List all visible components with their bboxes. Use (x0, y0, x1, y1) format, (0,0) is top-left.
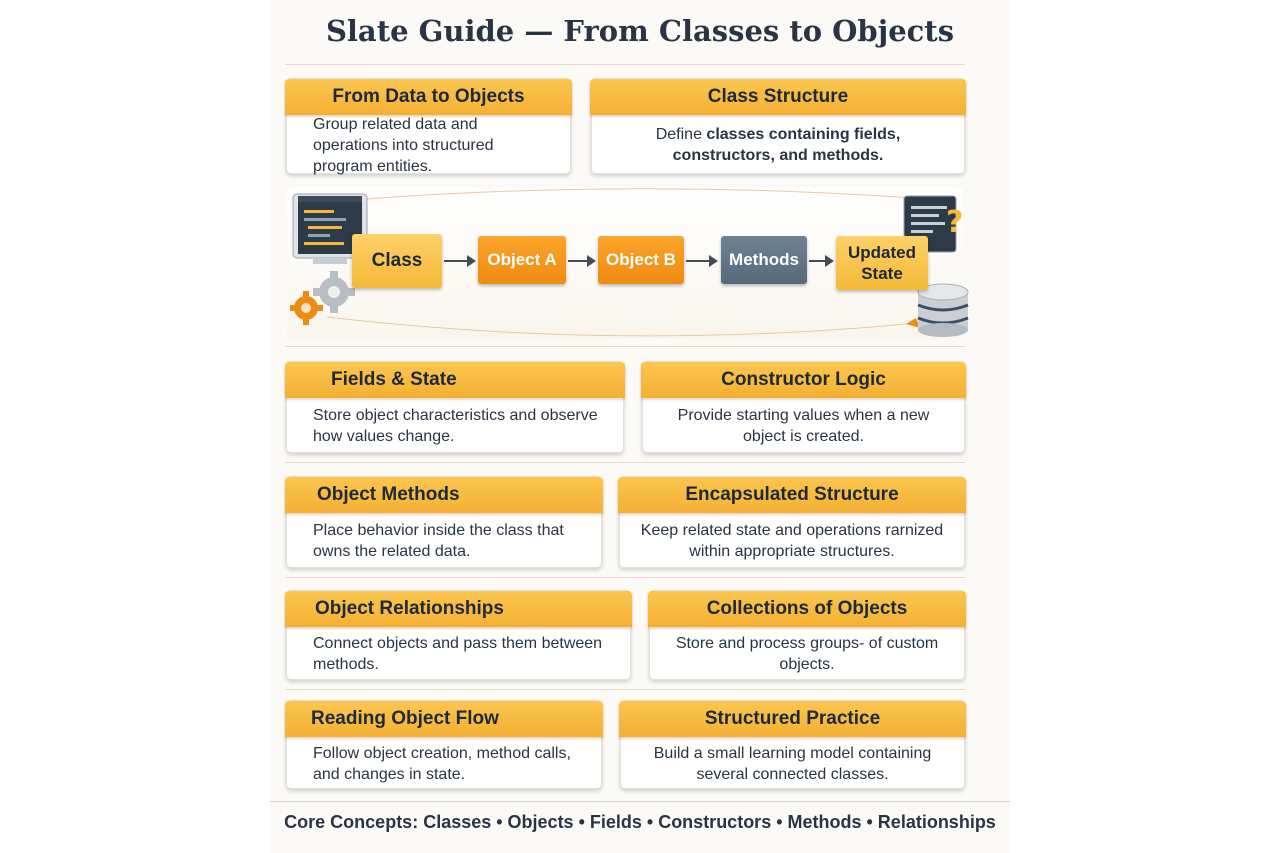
card-fields-and-state (286, 361, 624, 453)
card-text: Group related data and operations into structured program entities. (313, 115, 494, 175)
card-title: Constructor Logic (641, 362, 966, 398)
card-text: Follow object creation, method calls, and changes in state. (313, 744, 571, 783)
card-text (606, 123, 950, 167)
svg-text:?: ? (946, 205, 964, 240)
card-text: Connect objects and pass them between methods. (313, 635, 603, 673)
flow-node-object-a: Object A (478, 236, 566, 284)
flow-node-updated-state: Updated State (836, 236, 928, 290)
card-collections-of-objects (649, 590, 965, 680)
card-title: Object Relationships (285, 591, 632, 627)
card-object-methods (286, 476, 602, 568)
card-text: Store and process groups- of custom objects. (675, 635, 939, 673)
card-title: Object Methods (285, 477, 603, 513)
core-concepts-footer: Core Concepts: Classes • Objects • Fields • Constructors • Methods • Relationships (284, 812, 996, 832)
divider (285, 64, 965, 65)
flow-node-class: Class (352, 234, 442, 288)
card-title: Collections of Objects (648, 591, 966, 627)
divider (285, 346, 965, 347)
flow-arrow (809, 260, 832, 262)
card-title: Structured Practice (619, 701, 966, 737)
flow-arrow (444, 260, 474, 262)
divider (270, 801, 1010, 802)
card-text: Store object characteristics and observe how values change. (313, 407, 598, 445)
card-from-data-to-objects (286, 78, 571, 174)
card-title: Class Structure (590, 79, 966, 115)
card-text: Keep related state and operations rarnized within appropriate structures. (640, 522, 944, 560)
divider (285, 577, 965, 578)
card-structured-practice (620, 700, 965, 789)
gear-icon (290, 266, 358, 326)
flow-node-methods: Methods (721, 236, 807, 284)
card-title: Encapsulated Structure (618, 477, 966, 513)
card-reading-object-flow (286, 700, 602, 789)
flow-node-object-b: Object B (598, 236, 684, 284)
page-title: Slate Guide — From Classes to Objects (325, 14, 955, 48)
card-text-lead: Define (655, 126, 707, 143)
card-constructor-logic (642, 361, 965, 453)
divider (285, 462, 965, 463)
card-title: Fields & State (285, 362, 625, 398)
card-title: Reading Object Flow (285, 701, 603, 737)
card-text: Place behavior inside the class that owns the related data. (313, 522, 564, 560)
flow-arrow (686, 260, 716, 262)
flow-arrow (568, 260, 594, 262)
card-text-emphasis: classes containing fields, constructors, and methods. (672, 126, 901, 164)
card-object-relationships (286, 590, 631, 680)
card-text: Build a small learning model containing several connected classes. (653, 744, 932, 783)
card-encapsulated-structure (619, 476, 965, 568)
card-class-structure (591, 78, 965, 174)
card-title: From Data to Objects (285, 79, 572, 115)
card-text: Provide starting values when a new object is created. (677, 407, 930, 445)
divider (285, 689, 965, 690)
